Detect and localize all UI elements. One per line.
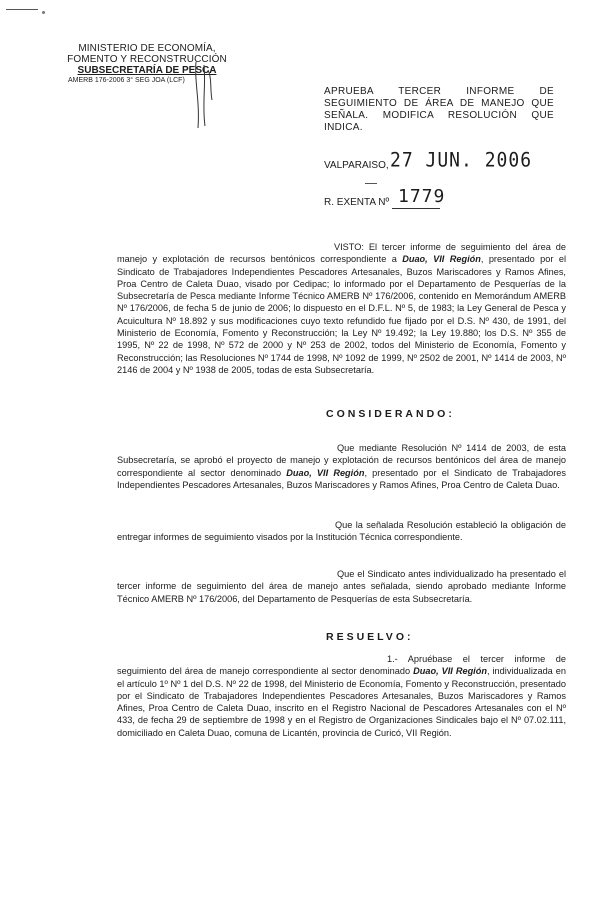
considerando-heading: CONSIDERANDO:: [326, 408, 455, 420]
dash-mark: [365, 183, 377, 184]
subsecretaria-name: SUBSECRETARÍA DE PESCA: [77, 65, 217, 76]
scan-dot: [42, 11, 45, 14]
file-reference: AMERB 176-2006 3° SEG JOA (LCF): [68, 77, 185, 84]
ministry-name-line1: MINISTERIO DE ECONOMÍA,: [78, 43, 216, 54]
considerando-3-text: Que el Sindicato antes individualizado ha presentado el tercer informe de seguimiento del área de manejo antes señalada, siendo aprobado mediante Informe Técnico AMERB Nº 176/2006, del Departamento de Pesquerías de esta Subsecretaría.: [117, 569, 566, 604]
considerando-paragraph-3: [117, 568, 566, 605]
resolution-summary: APRUEBA TERCER INFORME DE SEGUIMIENTO DE ÁREA DE MANEJO QUE SEÑALA. MODIFICA RESOLUCIÓN QUE INDICA.: [324, 86, 554, 133]
considerando-1-text-b: , presentado por el Sindicato de Trabajadores Independientes Pescadores Artesanales, Buzos Mariscadores y Ramos Afines, Proa Centro de Caleta Duao.: [117, 467, 566, 490]
resolution-label: R. EXENTA Nº: [324, 197, 390, 208]
resuelvo-1-text-b: , individualizada en el artículo 1º Nº 1 del D.S. Nº 22 de 1998, del Ministerio de Economía, Fomento y Reconstrucción, presentado por el Sindicato de Trabajadores Independientes Pescadores Artesanales, Buzos Mariscadores y Ramos Afines, Proa Centro de Caleta Duao, inscrito en el Registro Nacional de Pescadores Artesanales con el Nº 433, de fecha 29 de septiembre de 1998 y en el Registro de Organizaciones Sindicales bajo el Nº 07.02.111, domiciliado en Caleta Duao, comuna de Licantén, provincia de Curicó, VII Región.: [117, 666, 566, 738]
considerando-1-place: Duao, VII Región: [286, 467, 365, 478]
resuelvo-heading: RESUELVO:: [326, 631, 414, 643]
letterhead: [42, 43, 252, 85]
resuelvo-item-1: [117, 653, 566, 739]
considerando-1-text-a: Que mediante Resolución Nº 1414 de 2003, de esta Subsecretaría, se aprobó el proyecto de manejo y explotación de recursos bentónicos del área de manejo correspondiente al sector denominado: [117, 443, 566, 478]
scan-mark: [6, 9, 38, 10]
resolution-underline: [392, 208, 440, 209]
considerando-paragraph-1: [117, 442, 566, 491]
visto-text-b: , presentado por el Sindicato de Trabajadores Independientes Pescadores Artesanales, Buzos Mariscadores y Ramos Afines, Proa Centro de Caleta Duao, visado por Cedipac; lo informado por el Departamento de Pesquerías de la Subsecretaría de Pesca mediante Informe Técnico AMERB Nº 176/2006, contenido en Memorándum AMERB Nº 176/2006, de fecha 5 de junio de 2006; lo dispuesto en el D.F.L. Nº 5, de 1983; la Ley General de Pesca y Acuicultura Nº 18.892 y sus modificaciones cuyo texto refundido fue fijado por el D.S. Nº 430, de 1991, del Ministerio de Economía, Fomento y Reconstrucción; la Ley Nº 19.492; la Ley 19.880; los D.S. Nº 355 de 1995, Nº 22 de 1998, Nº 572 de 2000 y Nº 253 de 2002, todos del Ministerio de Economía, Fomento y Reconstrucción; las Resoluciones Nº 1744 de 1998, Nº 1092 de 1999, Nº 2502 de 2001, Nº 1414 de 2003, Nº 2146 de 2004 y Nº 1938 de 2005, todas de esta Subsecretaría.: [117, 254, 566, 375]
date-stamp: 27 JUN. 2006: [390, 148, 533, 173]
visto-place: Duao, VII Región: [402, 254, 481, 265]
resolution-number: 1779: [398, 186, 446, 207]
date-place: VALPARAISO,: [324, 160, 389, 171]
visto-text-a: El tercer informe de seguimiento del área de manejo y explotación de recursos bentónicos correspondiente a: [117, 242, 566, 265]
considerando-paragraph-2: [117, 519, 566, 544]
visto-lead: VISTO:: [334, 242, 364, 252]
ministry-name-line2: FOMENTO Y RECONSTRUCCIÓN: [67, 54, 227, 65]
visto-paragraph: [117, 241, 566, 376]
resuelvo-1-place: Duao, VII Región: [413, 666, 487, 677]
signature-scribble: [190, 60, 220, 130]
resuelvo-1-text-a: 1.- Apruébase el tercer informe de seguimiento del área de manejo correspondiente al sector denominado: [117, 654, 566, 677]
considerando-2-text: Que la señalada Resolución estableció la obligación de entregar informes de seguimiento visados por la Institución Técnica correspondiente.: [117, 520, 566, 543]
